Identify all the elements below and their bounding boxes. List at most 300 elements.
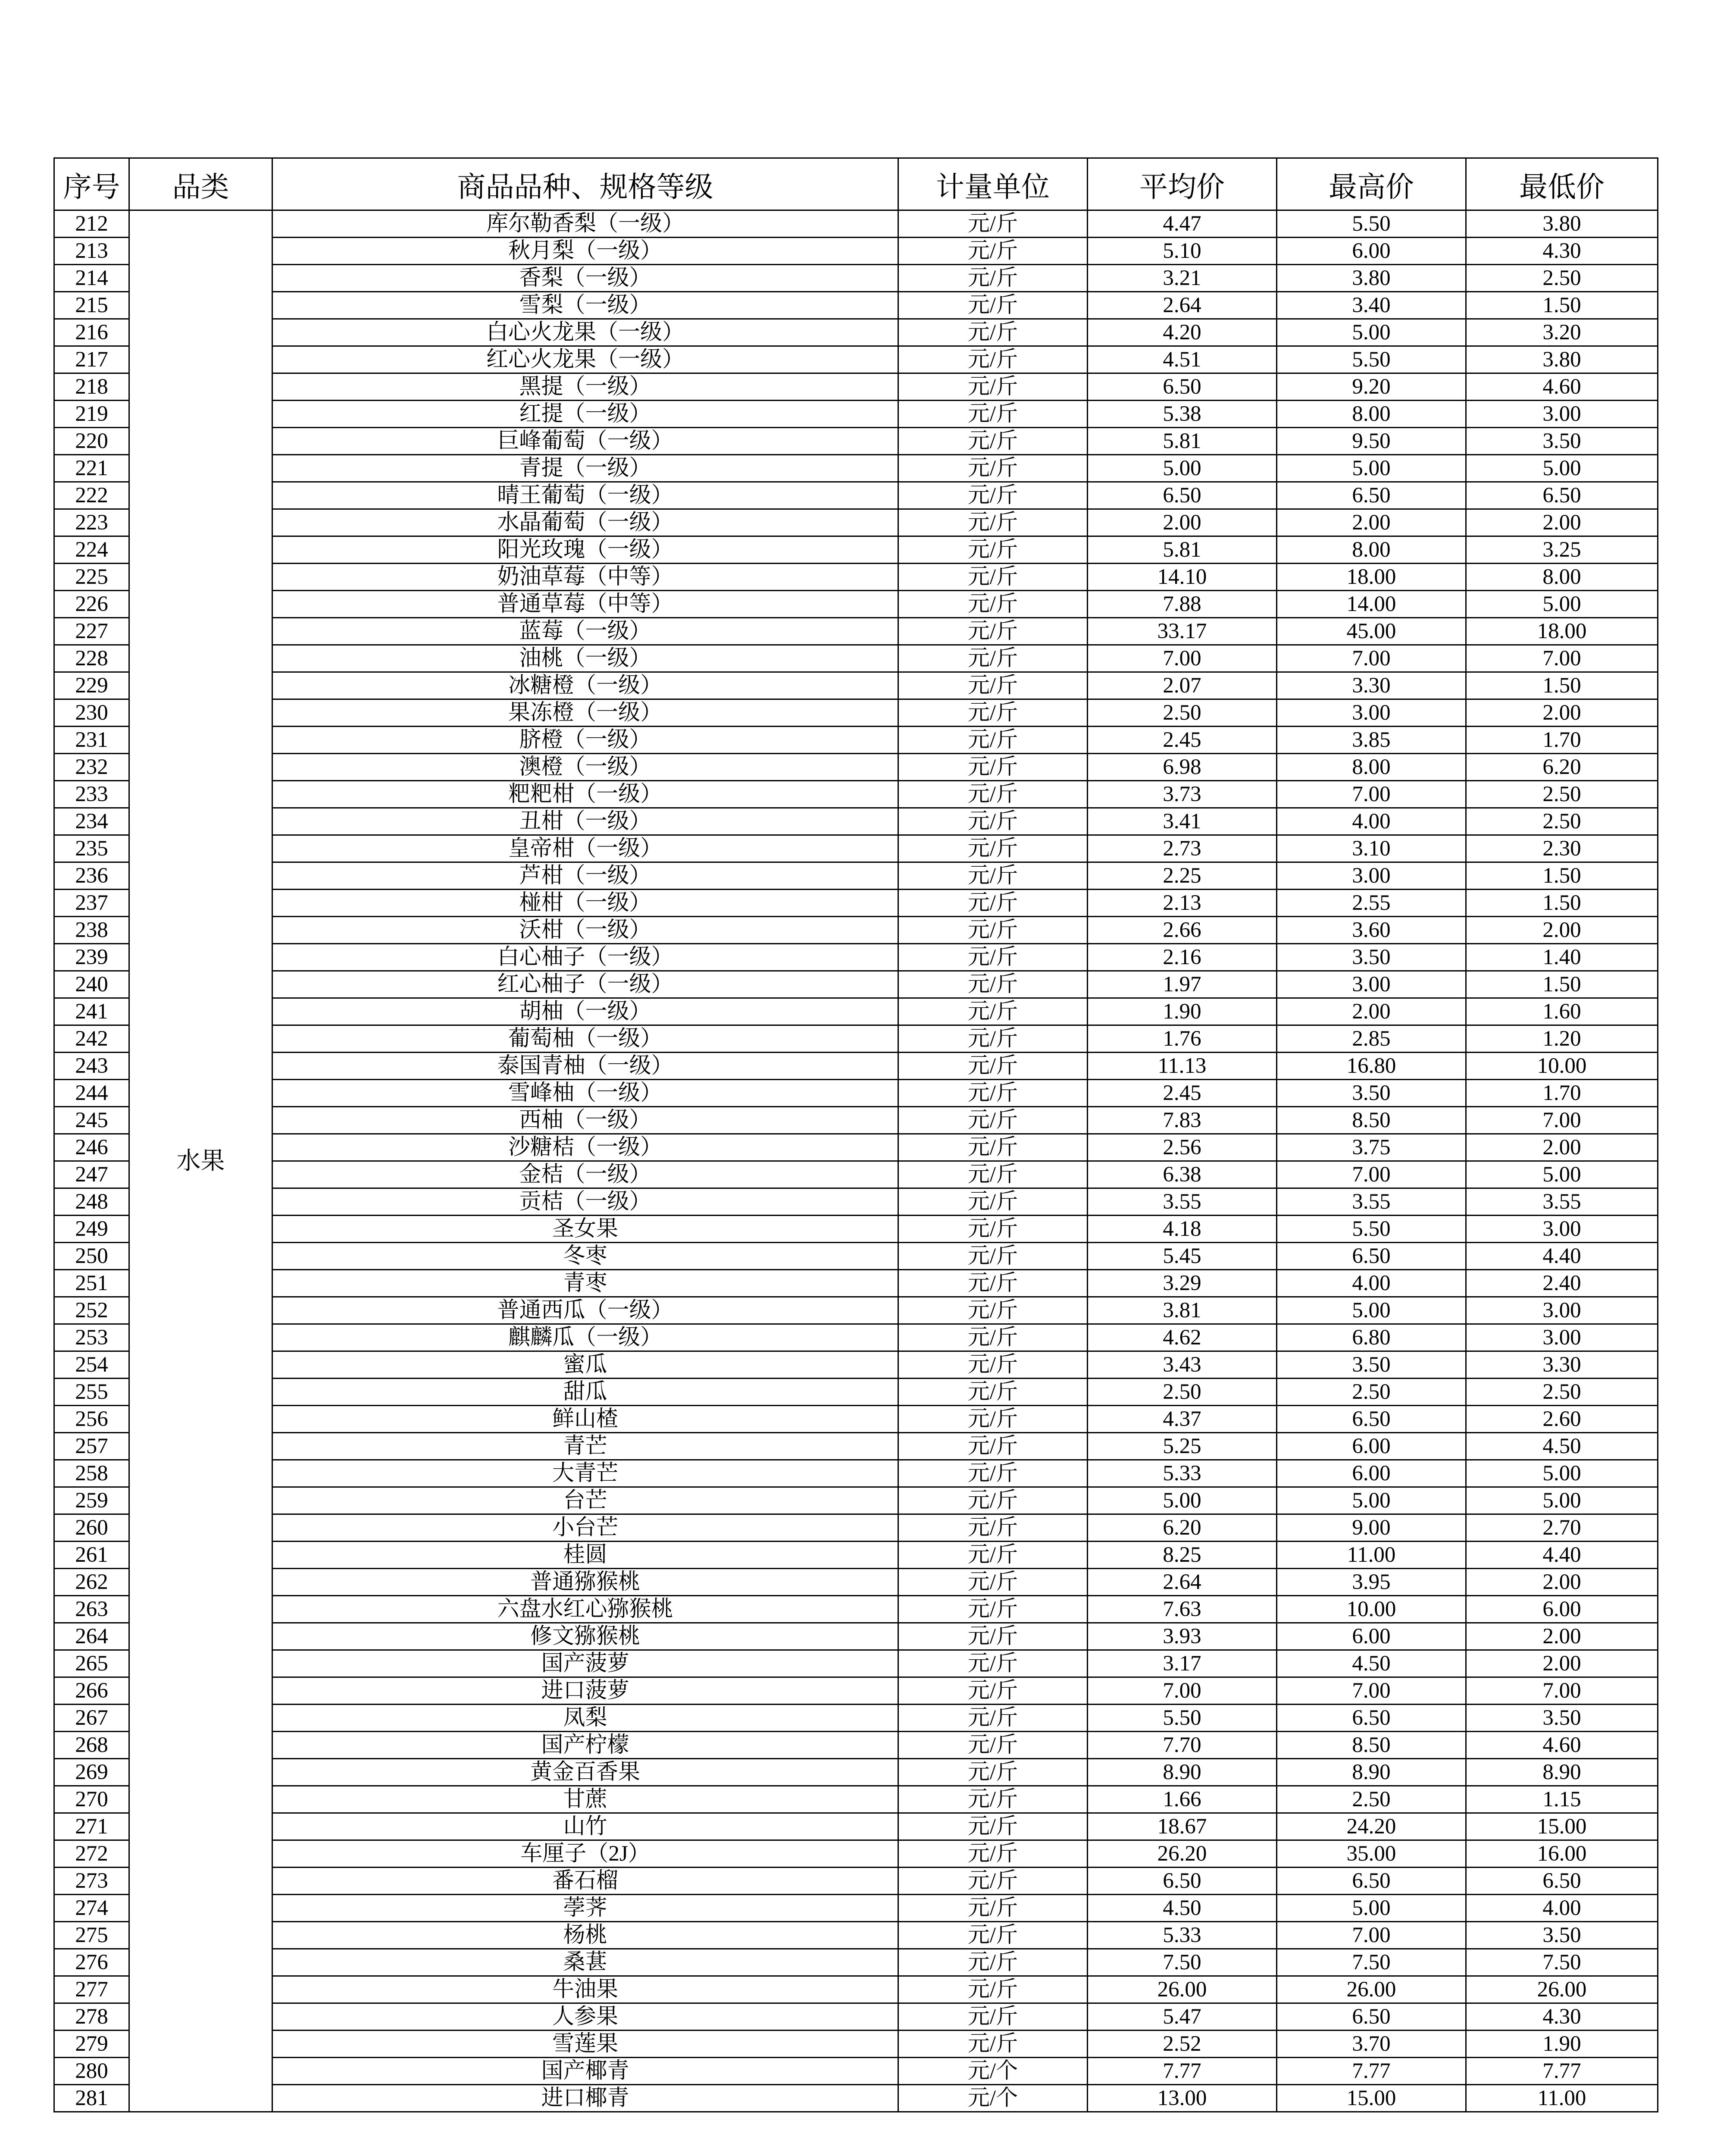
cell-min-price: 1.50 [1466, 672, 1658, 699]
cell-max-price: 2.00 [1277, 509, 1466, 536]
cell-unit: 元/斤 [898, 699, 1088, 727]
table-row [54, 210, 1658, 238]
cell-min-price: 15.00 [1466, 1813, 1658, 1840]
cell-average-price: 4.47 [1088, 210, 1277, 238]
header-row [54, 158, 1658, 210]
cell-average-price: 8.25 [1088, 1542, 1277, 1569]
cell-unit: 元/斤 [898, 2031, 1088, 2058]
cell-unit: 元/斤 [898, 998, 1088, 1025]
cell-unit: 元/斤 [898, 1976, 1088, 2003]
price-table-page [53, 157, 1657, 2112]
table-row [54, 1324, 1658, 1351]
cell-average-price: 4.18 [1088, 1216, 1277, 1243]
cell-product-spec: 丑柑（一级） [272, 808, 898, 835]
cell-max-price: 3.00 [1277, 699, 1466, 727]
cell-unit: 元/斤 [898, 1759, 1088, 1786]
cell-min-price: 3.00 [1466, 1297, 1658, 1324]
cell-unit: 元/斤 [898, 210, 1088, 238]
cell-product-spec: 青枣 [272, 1270, 898, 1297]
table-row [54, 1243, 1658, 1270]
cell-product-spec: 麒麟瓜（一级） [272, 1324, 898, 1351]
cell-unit: 元/斤 [898, 319, 1088, 346]
cell-average-price: 7.83 [1088, 1107, 1277, 1134]
cell-max-price: 7.00 [1277, 645, 1466, 672]
cell-unit: 元/斤 [898, 346, 1088, 373]
cell-product-spec: 金桔（一级） [272, 1161, 898, 1188]
cell-max-price: 45.00 [1277, 618, 1466, 645]
cell-average-price: 7.00 [1088, 1677, 1277, 1705]
cell-product-spec: 大青芒 [272, 1460, 898, 1487]
header-average-price: 平均价 [1088, 158, 1277, 210]
table-row [54, 1297, 1658, 1324]
cell-serial: 269 [54, 1759, 129, 1786]
cell-average-price: 2.25 [1088, 862, 1277, 890]
table-row [54, 1732, 1658, 1759]
cell-max-price: 3.75 [1277, 1134, 1466, 1161]
cell-average-price: 3.41 [1088, 808, 1277, 835]
cell-unit: 元/斤 [898, 1596, 1088, 1623]
cell-max-price: 6.00 [1277, 1623, 1466, 1650]
table-row [54, 482, 1658, 509]
cell-product-spec: 黄金百香果 [272, 1759, 898, 1786]
table-row [54, 401, 1658, 428]
cell-serial: 227 [54, 618, 129, 645]
cell-serial: 231 [54, 727, 129, 754]
table-row [54, 2058, 1658, 2085]
cell-unit: 元/斤 [898, 1053, 1088, 1080]
cell-product-spec: 沃柑（一级） [272, 917, 898, 944]
cell-product-spec: 水晶葡萄（一级） [272, 509, 898, 536]
cell-average-price: 6.50 [1088, 482, 1277, 509]
cell-product-spec: 进口菠萝 [272, 1677, 898, 1705]
cell-max-price: 6.80 [1277, 1324, 1466, 1351]
cell-serial: 263 [54, 1596, 129, 1623]
cell-max-price: 7.00 [1277, 1161, 1466, 1188]
table-row [54, 1025, 1658, 1053]
cell-unit: 元/斤 [898, 591, 1088, 618]
cell-average-price: 4.62 [1088, 1324, 1277, 1351]
cell-max-price: 3.55 [1277, 1188, 1466, 1216]
cell-max-price: 7.00 [1277, 781, 1466, 808]
table-row [54, 455, 1658, 482]
cell-max-price: 3.60 [1277, 917, 1466, 944]
header-min-price: 最低价 [1466, 158, 1658, 210]
cell-product-spec: 进口椰青 [272, 2085, 898, 2112]
cell-product-spec: 修文猕猴桃 [272, 1623, 898, 1650]
cell-product-spec: 番石榴 [272, 1868, 898, 1895]
cell-product-spec: 红心柚子（一级） [272, 971, 898, 998]
cell-unit: 元/斤 [898, 509, 1088, 536]
cell-unit: 元/斤 [898, 862, 1088, 890]
cell-serial: 242 [54, 1025, 129, 1053]
cell-product-spec: 沙糖桔（一级） [272, 1134, 898, 1161]
cell-min-price: 1.90 [1466, 2031, 1658, 2058]
table-row [54, 1107, 1658, 1134]
cell-product-spec: 人参果 [272, 2003, 898, 2031]
table-row [54, 319, 1658, 346]
cell-unit: 元/斤 [898, 1406, 1088, 1433]
cell-serial: 236 [54, 862, 129, 890]
cell-max-price: 5.00 [1277, 1487, 1466, 1514]
cell-average-price: 2.16 [1088, 944, 1277, 971]
cell-serial: 254 [54, 1351, 129, 1379]
cell-product-spec: 皇帝柑（一级） [272, 835, 898, 862]
cell-product-spec: 鲜山楂 [272, 1406, 898, 1433]
cell-max-price: 3.10 [1277, 835, 1466, 862]
cell-max-price: 15.00 [1277, 2085, 1466, 2112]
table-row [54, 672, 1658, 699]
cell-min-price: 6.20 [1466, 754, 1658, 781]
cell-min-price: 7.00 [1466, 1677, 1658, 1705]
cell-serial: 257 [54, 1433, 129, 1460]
cell-average-price: 1.66 [1088, 1786, 1277, 1813]
table-row [54, 1623, 1658, 1650]
cell-unit: 元/斤 [898, 1216, 1088, 1243]
cell-unit: 元/斤 [898, 835, 1088, 862]
cell-average-price: 18.67 [1088, 1813, 1277, 1840]
cell-product-spec: 六盘水红心猕猴桃 [272, 1596, 898, 1623]
cell-unit: 元/斤 [898, 672, 1088, 699]
cell-min-price: 3.25 [1466, 536, 1658, 564]
cell-unit: 元/斤 [898, 1161, 1088, 1188]
table-row [54, 1786, 1658, 1813]
cell-average-price: 2.45 [1088, 727, 1277, 754]
table-row [54, 265, 1658, 292]
table-row [54, 1216, 1658, 1243]
cell-product-spec: 澳橙（一级） [272, 754, 898, 781]
cell-product-spec: 贡桔（一级） [272, 1188, 898, 1216]
cell-product-spec: 胡柚（一级） [272, 998, 898, 1025]
cell-product-spec: 桂圆 [272, 1542, 898, 1569]
cell-unit: 元/斤 [898, 1732, 1088, 1759]
cell-max-price: 3.40 [1277, 292, 1466, 319]
cell-average-price: 3.43 [1088, 1351, 1277, 1379]
header-max-price: 最高价 [1277, 158, 1466, 210]
cell-min-price: 2.60 [1466, 1406, 1658, 1433]
cell-serial: 214 [54, 265, 129, 292]
cell-max-price: 11.00 [1277, 1542, 1466, 1569]
table-row [54, 1161, 1658, 1188]
cell-average-price: 2.50 [1088, 699, 1277, 727]
cell-product-spec: 晴王葡萄（一级） [272, 482, 898, 509]
cell-min-price: 2.40 [1466, 1270, 1658, 1297]
cell-product-spec: 普通猕猴桃 [272, 1569, 898, 1596]
cell-unit: 元/斤 [898, 1379, 1088, 1406]
cell-product-spec: 冰糖橙（一级） [272, 672, 898, 699]
cell-product-spec: 牛油果 [272, 1976, 898, 2003]
cell-serial: 252 [54, 1297, 129, 1324]
table-row [54, 971, 1658, 998]
cell-serial: 259 [54, 1487, 129, 1514]
cell-unit: 元/斤 [898, 1895, 1088, 1922]
cell-average-price: 4.51 [1088, 346, 1277, 373]
cell-unit: 元/斤 [898, 401, 1088, 428]
cell-unit: 元/斤 [898, 1514, 1088, 1542]
cell-average-price: 7.00 [1088, 645, 1277, 672]
table-row [54, 808, 1658, 835]
cell-unit: 元/斤 [898, 1569, 1088, 1596]
cell-product-spec: 香梨（一级） [272, 265, 898, 292]
cell-product-spec: 雪峰柚（一级） [272, 1080, 898, 1107]
cell-product-spec: 蓝莓（一级） [272, 618, 898, 645]
cell-max-price: 5.50 [1277, 1216, 1466, 1243]
cell-product-spec: 巨峰葡萄（一级） [272, 428, 898, 455]
cell-max-price: 3.70 [1277, 2031, 1466, 2058]
cell-max-price: 8.00 [1277, 401, 1466, 428]
cell-average-price: 7.50 [1088, 1949, 1277, 1976]
table-row [54, 1379, 1658, 1406]
header-serial: 序号 [54, 158, 129, 210]
table-row [54, 835, 1658, 862]
cell-average-price: 5.10 [1088, 238, 1277, 265]
cell-min-price: 4.40 [1466, 1243, 1658, 1270]
cell-max-price: 5.50 [1277, 210, 1466, 238]
cell-min-price: 1.70 [1466, 1080, 1658, 1107]
cell-max-price: 24.20 [1277, 1813, 1466, 1840]
cell-min-price: 6.00 [1466, 1596, 1658, 1623]
cell-product-spec: 秋月梨（一级） [272, 238, 898, 265]
cell-unit: 元/斤 [898, 373, 1088, 401]
cell-product-spec: 台芒 [272, 1487, 898, 1514]
cell-min-price: 2.50 [1466, 265, 1658, 292]
cell-min-price: 11.00 [1466, 2085, 1658, 2112]
cell-average-price: 3.17 [1088, 1650, 1277, 1677]
cell-serial: 230 [54, 699, 129, 727]
cell-serial: 225 [54, 564, 129, 591]
cell-unit: 元/个 [898, 2085, 1088, 2112]
cell-product-spec: 西柚（一级） [272, 1107, 898, 1134]
cell-max-price: 3.95 [1277, 1569, 1466, 1596]
cell-unit: 元/斤 [898, 618, 1088, 645]
cell-serial: 281 [54, 2085, 129, 2112]
cell-unit: 元/斤 [898, 428, 1088, 455]
cell-serial: 264 [54, 1623, 129, 1650]
cell-min-price: 2.00 [1466, 1134, 1658, 1161]
cell-min-price: 5.00 [1466, 1487, 1658, 1514]
cell-min-price: 3.80 [1466, 346, 1658, 373]
table-row [54, 1650, 1658, 1677]
cell-min-price: 2.00 [1466, 699, 1658, 727]
cell-average-price: 2.00 [1088, 509, 1277, 536]
cell-min-price: 4.40 [1466, 1542, 1658, 1569]
cell-max-price: 5.00 [1277, 319, 1466, 346]
table-row [54, 1487, 1658, 1514]
cell-serial: 233 [54, 781, 129, 808]
cell-serial: 243 [54, 1053, 129, 1080]
table-row [54, 1406, 1658, 1433]
cell-serial: 250 [54, 1243, 129, 1270]
cell-serial: 255 [54, 1379, 129, 1406]
cell-unit: 元/斤 [898, 1107, 1088, 1134]
cell-max-price: 6.50 [1277, 1243, 1466, 1270]
cell-serial: 222 [54, 482, 129, 509]
cell-average-price: 1.97 [1088, 971, 1277, 998]
table-row [54, 591, 1658, 618]
cell-min-price: 3.00 [1466, 401, 1658, 428]
cell-average-price: 4.50 [1088, 1895, 1277, 1922]
cell-min-price: 7.77 [1466, 2058, 1658, 2085]
cell-min-price: 2.70 [1466, 1514, 1658, 1542]
cell-min-price: 1.70 [1466, 727, 1658, 754]
cell-product-spec: 凤梨 [272, 1705, 898, 1732]
cell-max-price: 10.00 [1277, 1596, 1466, 1623]
cell-average-price: 3.55 [1088, 1188, 1277, 1216]
cell-serial: 272 [54, 1840, 129, 1868]
cell-serial: 247 [54, 1161, 129, 1188]
cell-average-price: 2.66 [1088, 917, 1277, 944]
cell-max-price: 16.80 [1277, 1053, 1466, 1080]
cell-average-price: 2.45 [1088, 1080, 1277, 1107]
cell-min-price: 4.60 [1466, 373, 1658, 401]
cell-unit: 元/斤 [898, 1243, 1088, 1270]
table-row [54, 346, 1658, 373]
cell-serial: 238 [54, 917, 129, 944]
cell-product-spec: 青芒 [272, 1433, 898, 1460]
cell-unit: 元/斤 [898, 1134, 1088, 1161]
cell-average-price: 33.17 [1088, 618, 1277, 645]
cell-unit: 元/斤 [898, 536, 1088, 564]
cell-unit: 元/斤 [898, 1650, 1088, 1677]
cell-average-price: 5.38 [1088, 401, 1277, 428]
cell-max-price: 7.50 [1277, 1949, 1466, 1976]
cell-product-spec: 油桃（一级） [272, 645, 898, 672]
cell-average-price: 3.93 [1088, 1623, 1277, 1650]
cell-unit: 元/斤 [898, 1705, 1088, 1732]
cell-min-price: 5.00 [1466, 591, 1658, 618]
cell-product-spec: 泰国青柚（一级） [272, 1053, 898, 1080]
cell-serial: 273 [54, 1868, 129, 1895]
cell-product-spec: 杨桃 [272, 1922, 898, 1949]
cell-max-price: 5.50 [1277, 346, 1466, 373]
table-row [54, 1351, 1658, 1379]
cell-average-price: 6.38 [1088, 1161, 1277, 1188]
cell-serial: 270 [54, 1786, 129, 1813]
cell-product-spec: 国产椰青 [272, 2058, 898, 2085]
cell-serial: 237 [54, 890, 129, 917]
cell-max-price: 6.50 [1277, 1868, 1466, 1895]
cell-average-price: 2.64 [1088, 292, 1277, 319]
cell-min-price: 3.55 [1466, 1188, 1658, 1216]
cell-serial: 215 [54, 292, 129, 319]
cell-average-price: 5.45 [1088, 1243, 1277, 1270]
cell-serial: 279 [54, 2031, 129, 2058]
cell-average-price: 14.10 [1088, 564, 1277, 591]
cell-serial: 224 [54, 536, 129, 564]
cell-serial: 228 [54, 645, 129, 672]
cell-max-price: 4.00 [1277, 808, 1466, 835]
cell-unit: 元/斤 [898, 781, 1088, 808]
cell-unit: 元/斤 [898, 292, 1088, 319]
cell-serial: 271 [54, 1813, 129, 1840]
cell-product-spec: 芦柑（一级） [272, 862, 898, 890]
cell-product-spec: 国产菠萝 [272, 1650, 898, 1677]
cell-average-price: 7.63 [1088, 1596, 1277, 1623]
cell-average-price: 13.00 [1088, 2085, 1277, 2112]
table-row [54, 917, 1658, 944]
cell-serial: 232 [54, 754, 129, 781]
cell-min-price: 7.50 [1466, 1949, 1658, 1976]
table-row [54, 1922, 1658, 1949]
cell-min-price: 8.00 [1466, 564, 1658, 591]
cell-min-price: 4.00 [1466, 1895, 1658, 1922]
cell-min-price: 3.00 [1466, 1216, 1658, 1243]
cell-unit: 元/斤 [898, 1542, 1088, 1569]
cell-unit: 元/斤 [898, 1868, 1088, 1895]
cell-unit: 元/斤 [898, 564, 1088, 591]
cell-min-price: 3.00 [1466, 1324, 1658, 1351]
cell-serial: 276 [54, 1949, 129, 1976]
cell-serial: 266 [54, 1677, 129, 1705]
cell-serial: 223 [54, 509, 129, 536]
table-row [54, 1868, 1658, 1895]
cell-average-price: 5.25 [1088, 1433, 1277, 1460]
cell-average-price: 7.77 [1088, 2058, 1277, 2085]
cell-serial: 275 [54, 1922, 129, 1949]
cell-min-price: 1.50 [1466, 292, 1658, 319]
cell-product-spec: 桑葚 [272, 1949, 898, 1976]
table-row [54, 1677, 1658, 1705]
cell-unit: 元/斤 [898, 265, 1088, 292]
table-row [54, 890, 1658, 917]
cell-average-price: 5.00 [1088, 1487, 1277, 1514]
table-row [54, 1840, 1658, 1868]
cell-serial: 278 [54, 2003, 129, 2031]
cell-min-price: 2.00 [1466, 1569, 1658, 1596]
cell-average-price: 5.47 [1088, 2003, 1277, 2031]
table-row [54, 536, 1658, 564]
cell-product-spec: 圣女果 [272, 1216, 898, 1243]
cell-unit: 元/斤 [898, 1786, 1088, 1813]
cell-product-spec: 阳光玫瑰（一级） [272, 536, 898, 564]
cell-max-price: 8.50 [1277, 1107, 1466, 1134]
cell-average-price: 26.20 [1088, 1840, 1277, 1868]
cell-serial: 218 [54, 373, 129, 401]
cell-max-price: 35.00 [1277, 1840, 1466, 1868]
cell-product-spec: 冬枣 [272, 1243, 898, 1270]
cell-min-price: 3.50 [1466, 1705, 1658, 1732]
cell-product-spec: 白心火龙果（一级） [272, 319, 898, 346]
cell-max-price: 4.00 [1277, 1270, 1466, 1297]
cell-product-spec: 椪柑（一级） [272, 890, 898, 917]
cell-unit: 元/斤 [898, 1324, 1088, 1351]
cell-average-price: 1.90 [1088, 998, 1277, 1025]
table-row [54, 1188, 1658, 1216]
table-row [54, 1759, 1658, 1786]
cell-unit: 元/斤 [898, 2003, 1088, 2031]
cell-max-price: 3.50 [1277, 944, 1466, 971]
cell-unit: 元/斤 [898, 1813, 1088, 1840]
cell-max-price: 7.77 [1277, 2058, 1466, 2085]
cell-unit: 元/斤 [898, 1297, 1088, 1324]
table-row [54, 428, 1658, 455]
cell-unit: 元/斤 [898, 1351, 1088, 1379]
cell-serial: 268 [54, 1732, 129, 1759]
cell-average-price: 3.29 [1088, 1270, 1277, 1297]
cell-min-price: 1.50 [1466, 862, 1658, 890]
cell-unit: 元/斤 [898, 727, 1088, 754]
cell-product-spec: 雪莲果 [272, 2031, 898, 2058]
cell-max-price: 9.20 [1277, 373, 1466, 401]
cell-product-spec: 葡萄柚（一级） [272, 1025, 898, 1053]
cell-serial: 241 [54, 998, 129, 1025]
cell-max-price: 9.50 [1277, 428, 1466, 455]
table-row [54, 2031, 1658, 2058]
cell-unit: 元/个 [898, 2058, 1088, 2085]
cell-min-price: 18.00 [1466, 618, 1658, 645]
cell-unit: 元/斤 [898, 645, 1088, 672]
cell-average-price: 2.50 [1088, 1379, 1277, 1406]
cell-product-spec: 山竹 [272, 1813, 898, 1840]
